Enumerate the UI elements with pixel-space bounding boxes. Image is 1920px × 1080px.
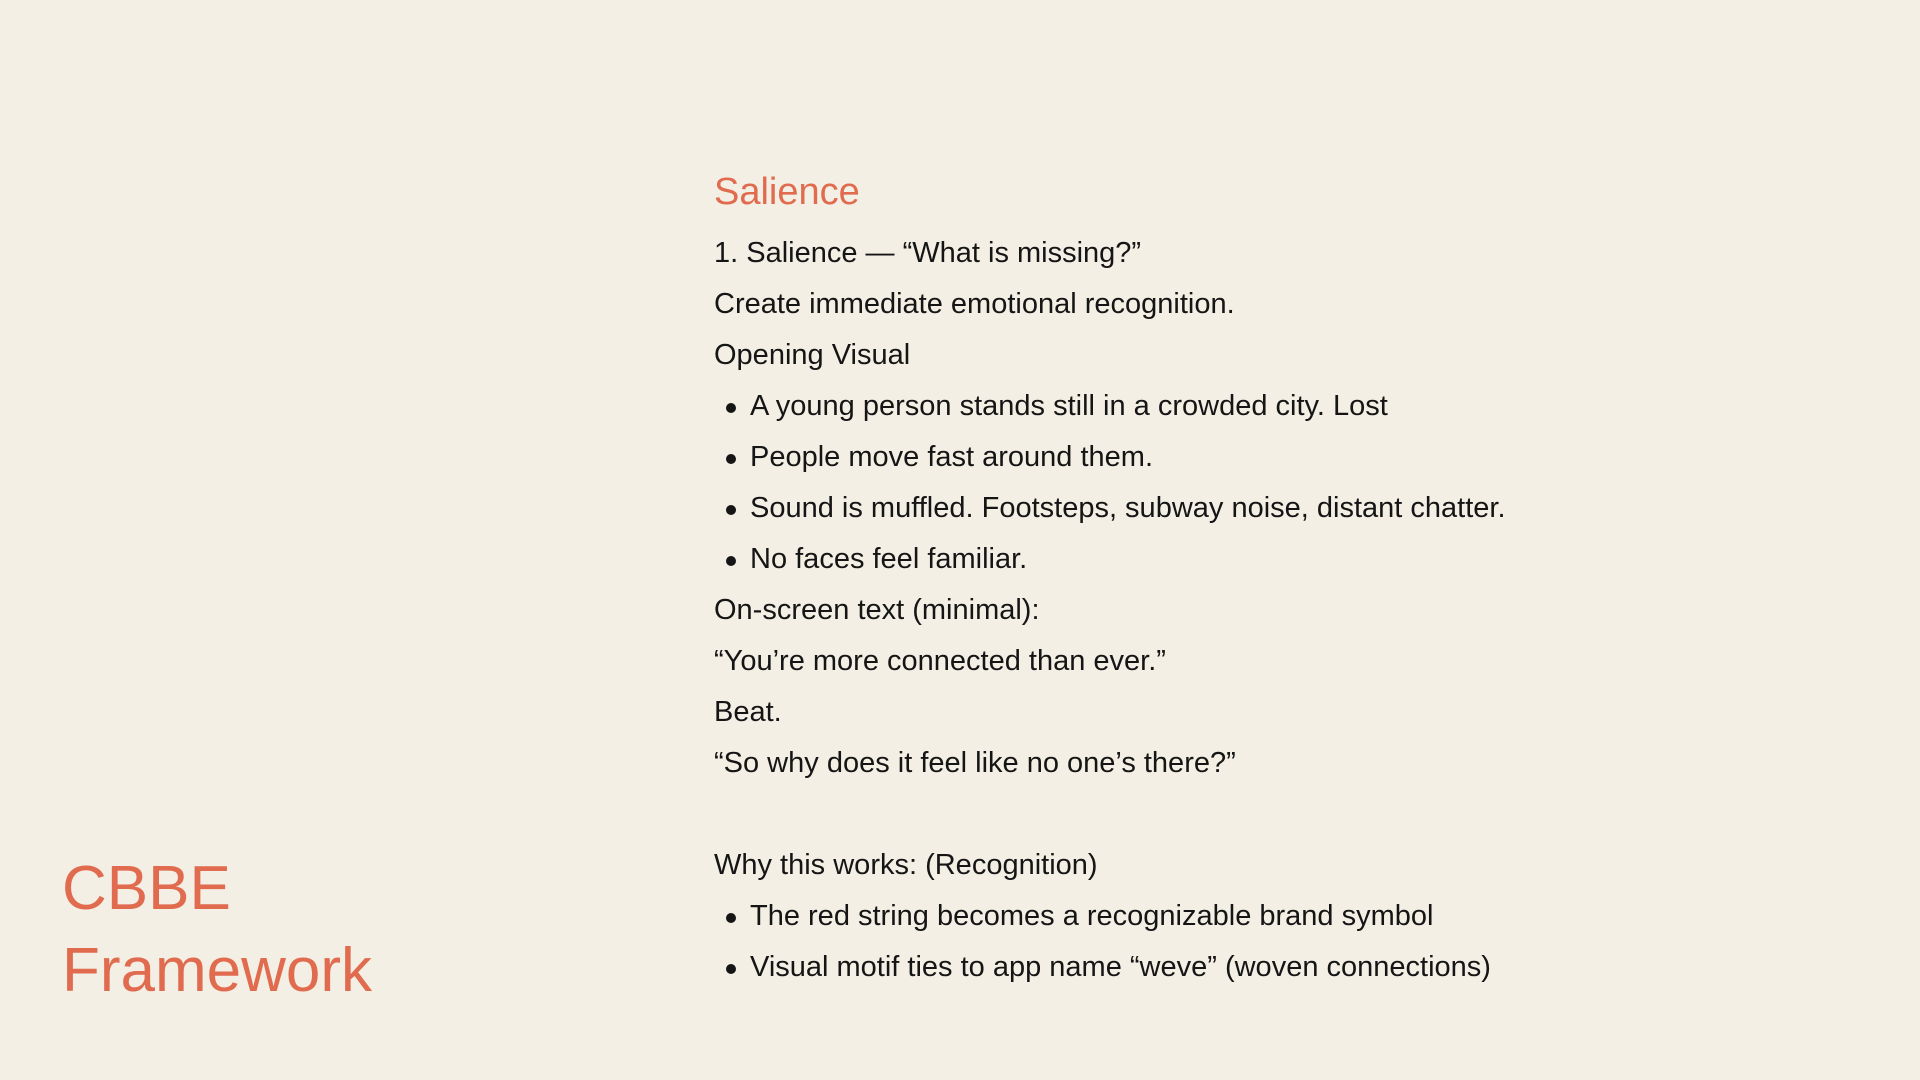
deck-title-line-1: CBBE [62,854,231,923]
opening-visual-label: Opening Visual [714,339,911,371]
step-title: 1. Salience — “What is missing?” [714,237,1142,269]
deck-title-line-2: Framework [62,936,373,1005]
list-item: No faces feel familiar. [714,534,1864,585]
why-list [714,891,1864,993]
onscreen-quote-1: “You’re more connected than ever.” [714,645,1166,677]
goal-text: Create immediate emotional recognition. [714,288,1235,320]
opening-visual-list [714,381,1864,585]
list-item: Sound is muffled. Footsteps, subway noise, distant chatter. [714,483,1864,534]
section-heading: Salience [714,171,860,213]
list-item: Visual motif ties to app name “weve” (woven connections) [714,942,1864,993]
spacer [714,789,1864,840]
list-item: The red string becomes a recognizable brand symbol [714,891,1864,942]
slide-content [714,164,1864,993]
why-label: Why this works: (Recognition) [714,849,1098,881]
onscreen-text-label: On-screen text (minimal): [714,594,1040,626]
list-item: People move fast around them. [714,432,1864,483]
onscreen-quote-2: “So why does it feel like no one’s there?” [714,747,1236,779]
beat-text: Beat. [714,696,782,728]
list-item: A young person stands still in a crowded city. Lost [714,381,1864,432]
deck-title [62,848,372,1012]
